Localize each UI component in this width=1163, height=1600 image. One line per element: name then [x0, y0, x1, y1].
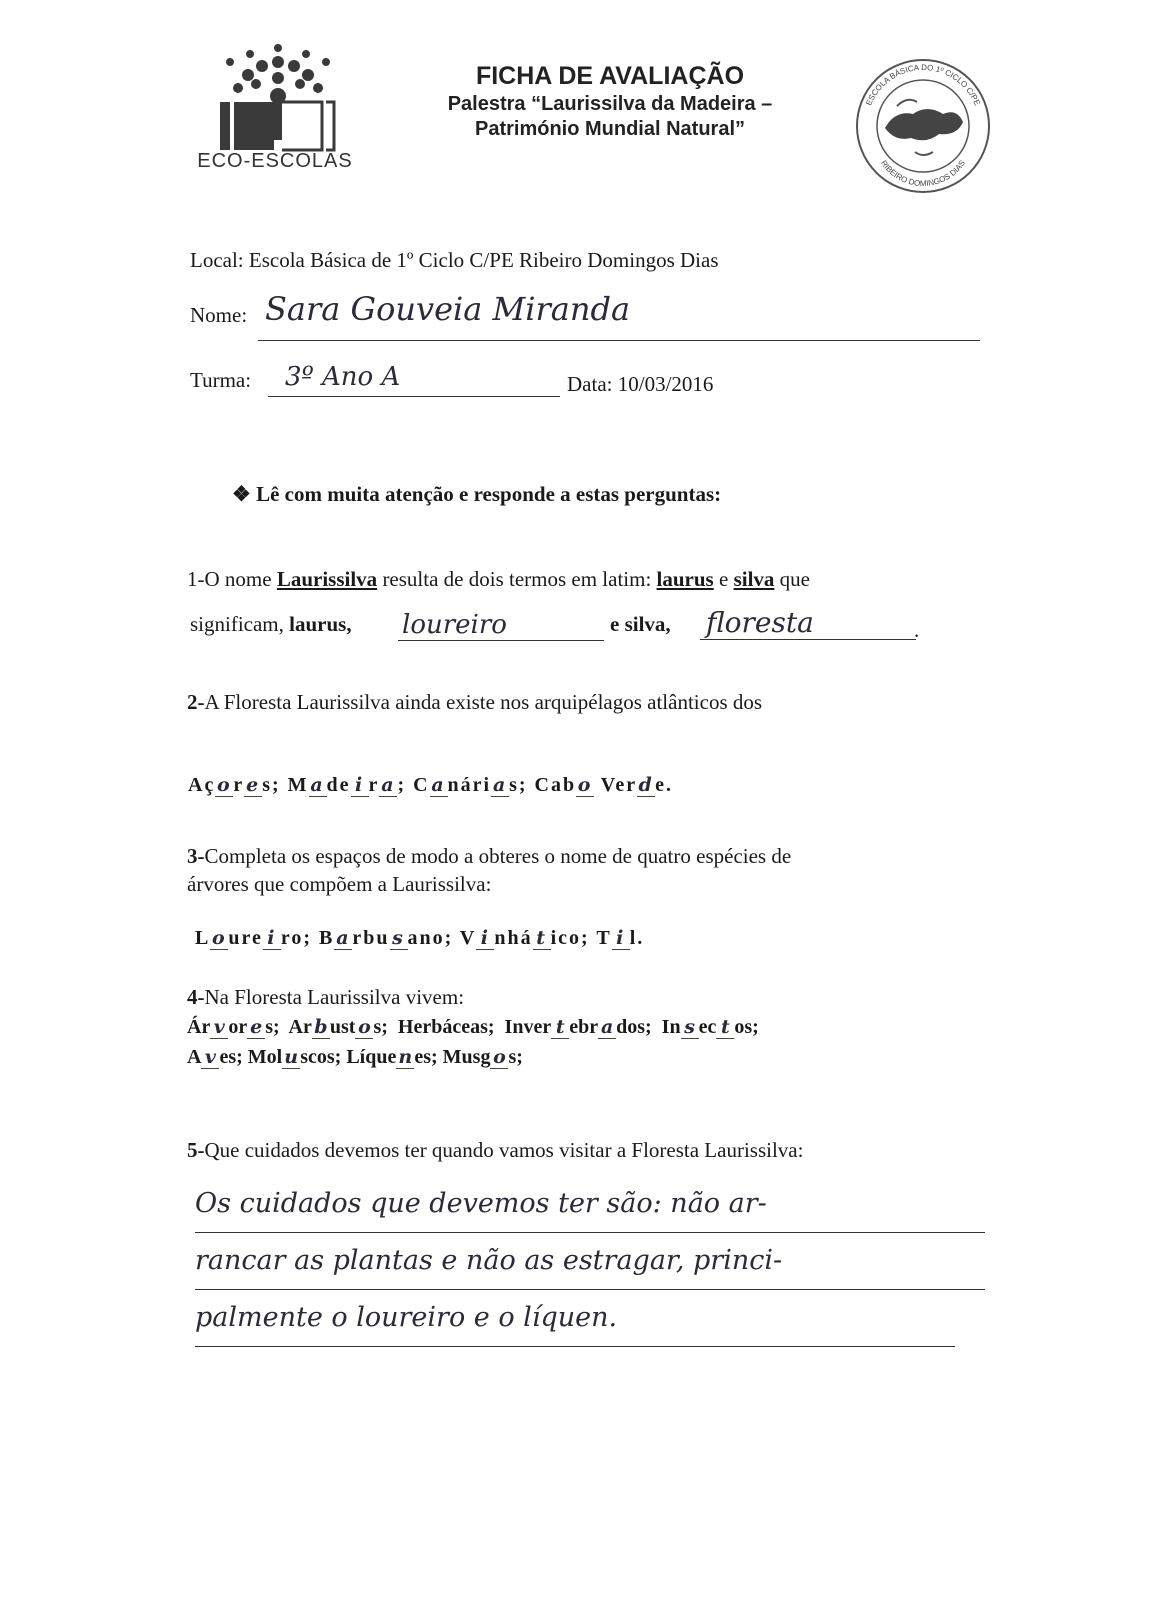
- blank-fill[interactable]: d: [638, 774, 654, 796]
- blank-fill[interactable]: n: [396, 1046, 414, 1069]
- blank-fill[interactable]: v: [210, 1016, 228, 1039]
- q5-question: [187, 1138, 803, 1163]
- q1-laurus-2: laurus,: [289, 612, 352, 636]
- printed-text: s; M: [262, 774, 309, 796]
- blank-fill[interactable]: a: [598, 1016, 616, 1039]
- printed-text: ec: [698, 1016, 717, 1038]
- printed-text: or: [228, 1016, 248, 1038]
- school-seal: [853, 56, 993, 196]
- blank-fill[interactable]: s: [390, 927, 408, 950]
- blank-fill[interactable]: e: [247, 1016, 265, 1039]
- blank-fill[interactable]: i: [351, 774, 369, 797]
- printed-text: nhá: [494, 927, 533, 949]
- q2-fill-sequence: [188, 774, 673, 797]
- blank-fill[interactable]: o: [355, 1016, 373, 1039]
- printed-text: nári: [447, 774, 492, 796]
- q4-text: Na Floresta Laurissilva vivem:: [204, 985, 465, 1009]
- printed-text: dos; In: [616, 1016, 681, 1038]
- q1-line-1: [187, 567, 987, 592]
- printed-text: es; Mol: [219, 1046, 283, 1068]
- q1-answer-1[interactable]: loureiro: [398, 610, 604, 641]
- q5-prefix: 5-: [187, 1138, 205, 1162]
- subtitle-line-2: Património Mundial Natural”: [474, 118, 746, 140]
- blank-fill[interactable]: i: [476, 927, 494, 950]
- subtitle-line-1: Palestra “Laurissilva da Madeira –: [447, 93, 773, 115]
- q5-answer-line-1: Os cuidados que devemos ter são: não ar-: [195, 1176, 985, 1233]
- printed-text: ust: [329, 1016, 356, 1038]
- q2-text: A Floresta Laurissilva ainda existe nos arquipélagos atlânticos dos: [204, 690, 763, 714]
- printed-text: ano; V: [407, 927, 477, 949]
- blank-fill[interactable]: t: [533, 927, 551, 950]
- q1-silva: silva: [733, 567, 775, 591]
- q1-text-b: resulta de dois termos em latim:: [377, 567, 657, 591]
- printed-text: r: [368, 774, 380, 796]
- logo-text: ECO-ESCOLAS: [197, 150, 353, 172]
- printed-text: e.: [655, 774, 674, 796]
- q2-question: [187, 690, 762, 715]
- printed-text: r: [233, 774, 245, 796]
- q5-answer[interactable]: [195, 1176, 985, 1347]
- printed-text: ro; B: [280, 927, 335, 949]
- blank-fill[interactable]: a: [310, 774, 325, 796]
- q4-question: [187, 985, 464, 1010]
- local-label: Local:: [190, 248, 244, 272]
- printed-text: de: [326, 774, 351, 796]
- q1-term: Laurissilva: [276, 567, 378, 591]
- blank-fill[interactable]: a: [492, 774, 508, 796]
- q3-fill-sequence: [195, 927, 644, 950]
- blank-fill[interactable]: v: [201, 1046, 219, 1069]
- q4-fill-line-1: [187, 1016, 759, 1039]
- svg-text:RIBEIRO DOMINGOS DIAS: RIBEIRO DOMINGOS DIAS: [879, 158, 967, 188]
- printed-text: Ár: [187, 1016, 211, 1038]
- printed-text: ure: [228, 927, 263, 949]
- blank-fill[interactable]: a: [336, 927, 351, 949]
- q1-line2-b: e silva,: [610, 612, 671, 636]
- local-row: [190, 248, 719, 273]
- printed-text: scos; Líque: [300, 1046, 397, 1068]
- page-title: FICHA DE AVALIAÇÃO: [475, 62, 745, 90]
- blank-fill[interactable]: b: [312, 1016, 330, 1039]
- q3-text-line-2: árvores que compõem a Laurissilva:: [187, 872, 492, 896]
- data-value: 10/03/2016: [617, 372, 714, 396]
- blank-fill[interactable]: i: [612, 927, 630, 950]
- instruction: ❖ Lê com muita atenção e responde a estas perguntas:: [232, 482, 722, 506]
- blank-fill[interactable]: a: [431, 774, 446, 796]
- printed-text: Aç: [188, 774, 216, 796]
- nome-value[interactable]: Sara Gouveia Miranda: [265, 290, 631, 328]
- printed-text: A: [187, 1046, 202, 1068]
- printed-text: ico; T: [550, 927, 612, 949]
- blank-fill[interactable]: o: [577, 774, 593, 796]
- q3-text-line-1: Completa os espaços de modo a obteres o nome de quatro espécies de: [204, 844, 792, 868]
- q2-prefix: 2-: [187, 690, 205, 714]
- printed-text: s; Ar: [265, 1016, 312, 1038]
- nome-label: Nome:: [190, 303, 248, 327]
- q1-line-2: [190, 612, 352, 637]
- printed-text: ebr: [569, 1016, 599, 1038]
- blank-fill[interactable]: t: [551, 1016, 569, 1039]
- blank-fill[interactable]: o: [216, 774, 232, 796]
- printed-text: Ver: [594, 774, 638, 796]
- q1-text-c: e: [713, 567, 734, 591]
- q1-laurus: laurus: [656, 567, 714, 591]
- data-label: Data:: [567, 372, 613, 396]
- q1-text-d: que: [774, 567, 810, 591]
- blank-fill[interactable]: o: [490, 1046, 508, 1069]
- q5-answer-line-2: rancar as plantas e não as estragar, princi-: [195, 1233, 985, 1290]
- printed-text: rbu: [352, 927, 390, 949]
- printed-text: s; Cab: [509, 774, 577, 796]
- q5-text: Que cuidados devemos ter quando vamos visitar a Floresta Laurissilva:: [204, 1138, 804, 1162]
- q4-fill-line-2: [187, 1046, 523, 1069]
- printed-text: s;: [508, 1046, 523, 1068]
- blank-fill[interactable]: s: [681, 1016, 699, 1039]
- printed-text: os;: [734, 1016, 759, 1038]
- q3-prefix: 3-: [187, 844, 205, 868]
- q5-answer-line-3: palmente o loureiro e o líquen.: [195, 1290, 955, 1347]
- local-value: Escola Básica de 1º Ciclo C/PE Ribeiro Domingos Dias: [248, 248, 719, 272]
- turma-value[interactable]: 3º Ano A: [285, 362, 401, 392]
- printed-text: l.: [629, 927, 645, 949]
- q3-question: [187, 842, 987, 898]
- q1-text-a: O nome: [204, 567, 277, 591]
- printed-text: s; Herbáceas; Inver: [373, 1016, 552, 1038]
- q1-prefix: 1-: [187, 567, 205, 591]
- q1-end: .: [914, 618, 920, 642]
- blank-fill[interactable]: e: [246, 774, 261, 796]
- q4-prefix: 4-: [187, 985, 205, 1009]
- printed-text: L: [195, 927, 211, 949]
- turma-label: Turma:: [190, 368, 252, 392]
- blank-fill[interactable]: u: [282, 1046, 300, 1069]
- blank-fill[interactable]: i: [263, 927, 281, 950]
- blank-fill[interactable]: t: [716, 1016, 734, 1039]
- data-row: [567, 372, 713, 397]
- q1-answer-2[interactable]: floresta: [700, 606, 916, 640]
- svg-text:ESCOLA BÁSICA DO 1º CICLO C/PE: ESCOLA BÁSICA DO 1º CICLO C/PE: [864, 62, 982, 107]
- blank-fill[interactable]: a: [381, 774, 396, 796]
- printed-text: ; C: [397, 774, 430, 796]
- printed-text: es; Musg: [414, 1046, 491, 1068]
- turma-line: [268, 396, 560, 397]
- q1-line2-a: significam,: [190, 612, 290, 636]
- blank-fill[interactable]: o: [212, 927, 227, 949]
- nome-line: [258, 340, 980, 341]
- page-subtitle: [370, 92, 850, 142]
